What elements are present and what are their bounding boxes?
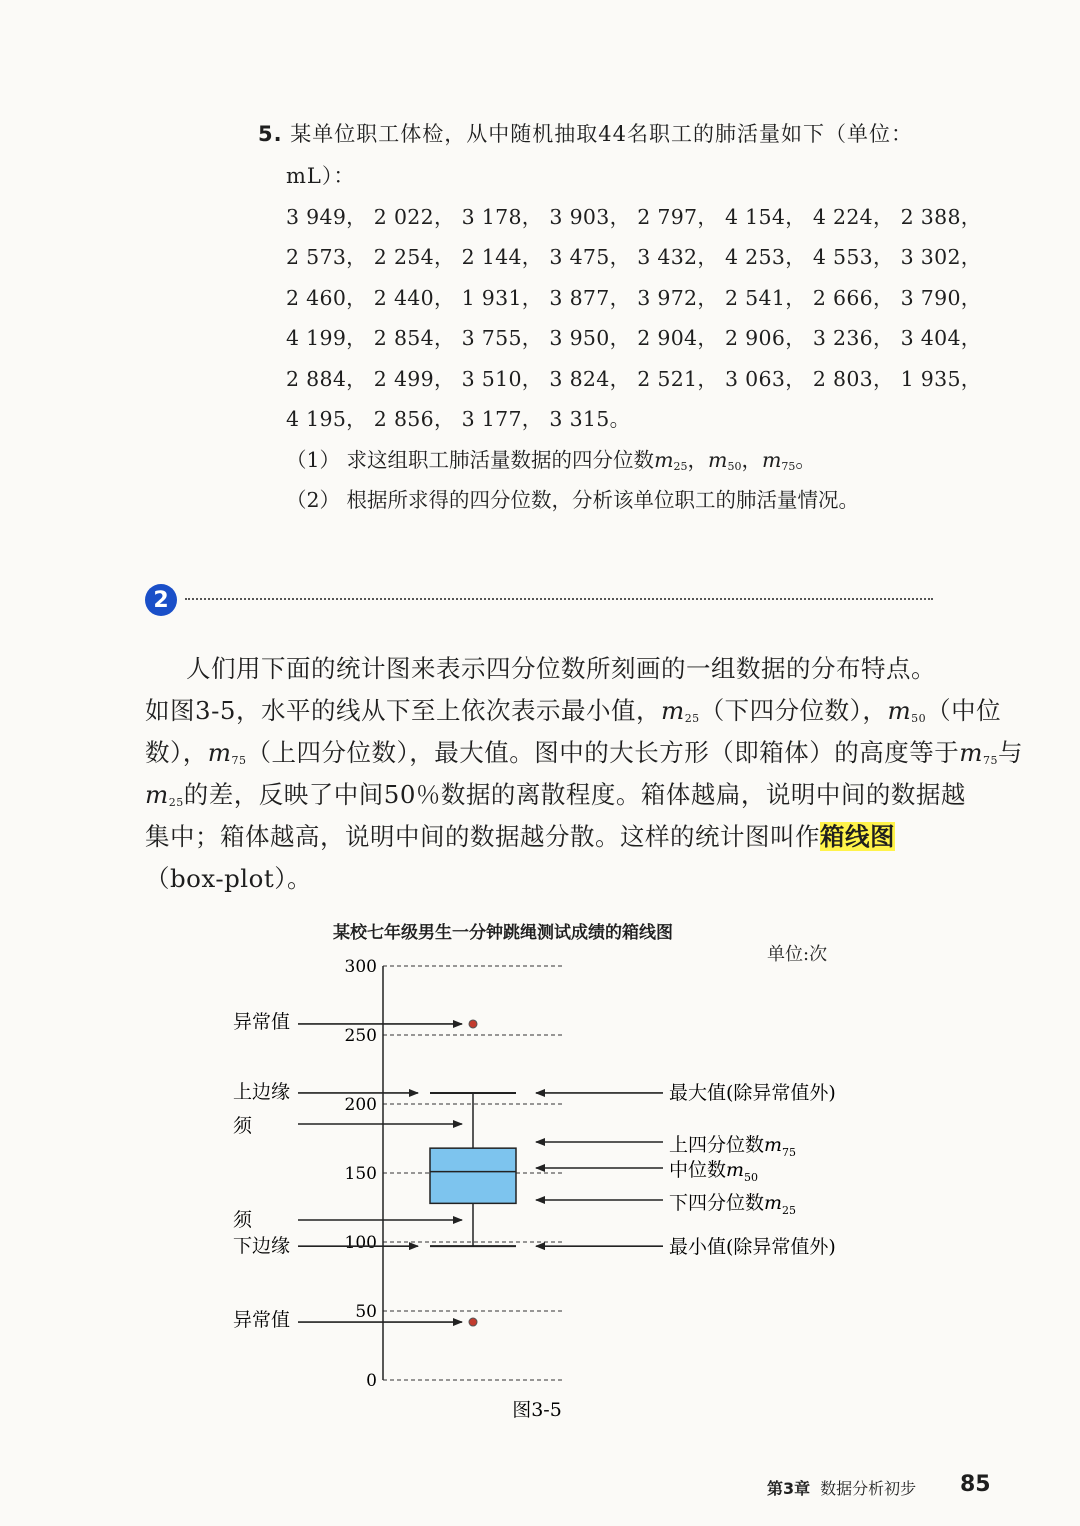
data-row: 2 884， 2 499， 3 510， 3 824， 2 521， 3 063， 2 803， 1 935， — [286, 367, 982, 391]
y-tick-label: 0 — [366, 1371, 377, 1391]
label-text: 上四分位数 — [669, 1134, 765, 1156]
left-annotation-label: 下边缘 — [233, 1235, 291, 1257]
data-row: 4 195， 2 856， 3 177， 3 315。 — [286, 407, 631, 431]
text: 如图3-5，水平的线从下至上依次表示最小值， — [145, 696, 661, 725]
exercise-unit: mL）： — [286, 164, 356, 188]
box — [430, 1148, 516, 1203]
m-symbol: m — [708, 448, 728, 472]
chart-unit: 单位:次 — [767, 944, 828, 965]
right-annotation-label — [669, 1159, 758, 1184]
page-number: 85 — [960, 1472, 991, 1497]
y-tick-label: 200 — [344, 1095, 377, 1115]
right-annotation-label — [669, 1236, 836, 1258]
footer-chapter — [767, 1476, 916, 1499]
m-symbol: m — [207, 738, 232, 767]
chart-title: 某校七年级男生一分钟跳绳测试成绩的箱线图 — [333, 923, 673, 943]
subscript: 25 — [673, 460, 688, 473]
section-number-badge: 2 — [145, 584, 177, 616]
label-text: 中位数 — [669, 1159, 727, 1181]
data-row: 3 949， 2 022， 3 178， 3 903， 2 797， 4 154， 4 224， 2 388， — [286, 205, 982, 229]
m-symbol: m — [660, 696, 685, 725]
y-tick-label: 50 — [355, 1302, 377, 1322]
label-text: 下四分位数 — [669, 1192, 765, 1214]
subscript: 75 — [781, 460, 796, 473]
left-annotation-label: 须 — [233, 1115, 253, 1137]
chart-caption: 图3-5 — [512, 1399, 562, 1421]
subscript: 50 — [744, 1171, 759, 1184]
text: 与 — [997, 738, 1023, 767]
m-symbol: m — [654, 448, 674, 472]
exercise-number: 5. — [258, 122, 283, 146]
question-1-text: （1） 求这组职工肺活量数据的四分位数 — [286, 448, 655, 472]
text: 集中；箱体越高，说明中间的数据越分散。这样的统计图叫作 — [145, 822, 820, 851]
text: （上四分位数），最大值。图中的大长方形（即箱体）的高度等于 — [246, 738, 960, 767]
chapter-title: 数据分析初步 — [820, 1479, 917, 1498]
subscript: 50 — [727, 460, 742, 473]
m-symbol: m — [764, 1192, 783, 1214]
left-annotation-label: 异常值 — [233, 1011, 291, 1033]
y-tick-label: 300 — [344, 957, 377, 977]
subscript: 25 — [168, 796, 184, 809]
period: 。 — [795, 448, 816, 472]
text: 的差，反映了中间50％数据的离散程度。箱体越扁，说明中间的数据越 — [183, 780, 966, 809]
outlier-point — [469, 1318, 477, 1326]
paragraph-line-6: （box-plot）。 — [145, 864, 312, 893]
label-text: 最小值(除异常值外) — [669, 1236, 836, 1258]
data-row: 4 199， 2 854， 3 755， 3 950， 2 904， 2 906， 3 236， 3 404， — [286, 326, 982, 350]
m-symbol: m — [726, 1159, 745, 1181]
subscript: 75 — [982, 754, 998, 767]
exercise-intro: 某单位职工体检，从中随机抽取44名职工的肺活量如下（单位： — [290, 122, 914, 146]
comma: ， — [687, 448, 709, 472]
text: （下四分位数）， — [699, 696, 888, 725]
subscript: 25 — [782, 1204, 797, 1217]
m-symbol: m — [145, 780, 169, 809]
data-row: 2 573， 2 254， 2 144， 3 475， 3 432， 4 253， 4 553， 3 302， — [286, 245, 982, 269]
question-2: （2） 根据所求得的四分位数，分析该单位职工的肺活量情况。 — [286, 488, 860, 512]
right-annotation-label — [669, 1192, 796, 1217]
text: 数）， — [145, 738, 208, 767]
m-symbol: m — [761, 448, 782, 472]
y-tick-label: 150 — [344, 1164, 377, 1184]
paragraph-line-1: 人们用下面的统计图来表示四分位数所刻画的一组数据的分布特点。 — [186, 654, 936, 683]
highlighted-term: 箱线图 — [820, 822, 895, 851]
m-symbol: m — [764, 1134, 783, 1156]
subscript: 50 — [911, 712, 927, 725]
left-annotation-label: 上边缘 — [233, 1081, 291, 1103]
left-annotation-label: 须 — [233, 1209, 253, 1231]
m-symbol: m — [959, 738, 983, 767]
y-tick-label: 100 — [344, 1233, 377, 1253]
data-row: 2 460， 2 440， 1 931， 3 877， 3 972， 2 541， 2 666， 3 790， — [286, 286, 982, 310]
subscript: 25 — [684, 712, 700, 725]
subscript: 75 — [231, 754, 247, 767]
right-annotation-label — [669, 1134, 796, 1159]
y-tick-label: 250 — [344, 1026, 377, 1046]
label-text: 最大值(除异常值外) — [669, 1082, 836, 1104]
chapter-number: 第3章 — [767, 1479, 811, 1498]
right-annotation-label — [669, 1082, 836, 1104]
outlier-point — [469, 1020, 477, 1028]
m-symbol: m — [887, 696, 912, 725]
comma: ， — [741, 448, 762, 472]
text: （中位 — [926, 696, 1002, 725]
subscript: 75 — [782, 1146, 797, 1159]
left-annotation-label: 异常值 — [233, 1309, 291, 1331]
